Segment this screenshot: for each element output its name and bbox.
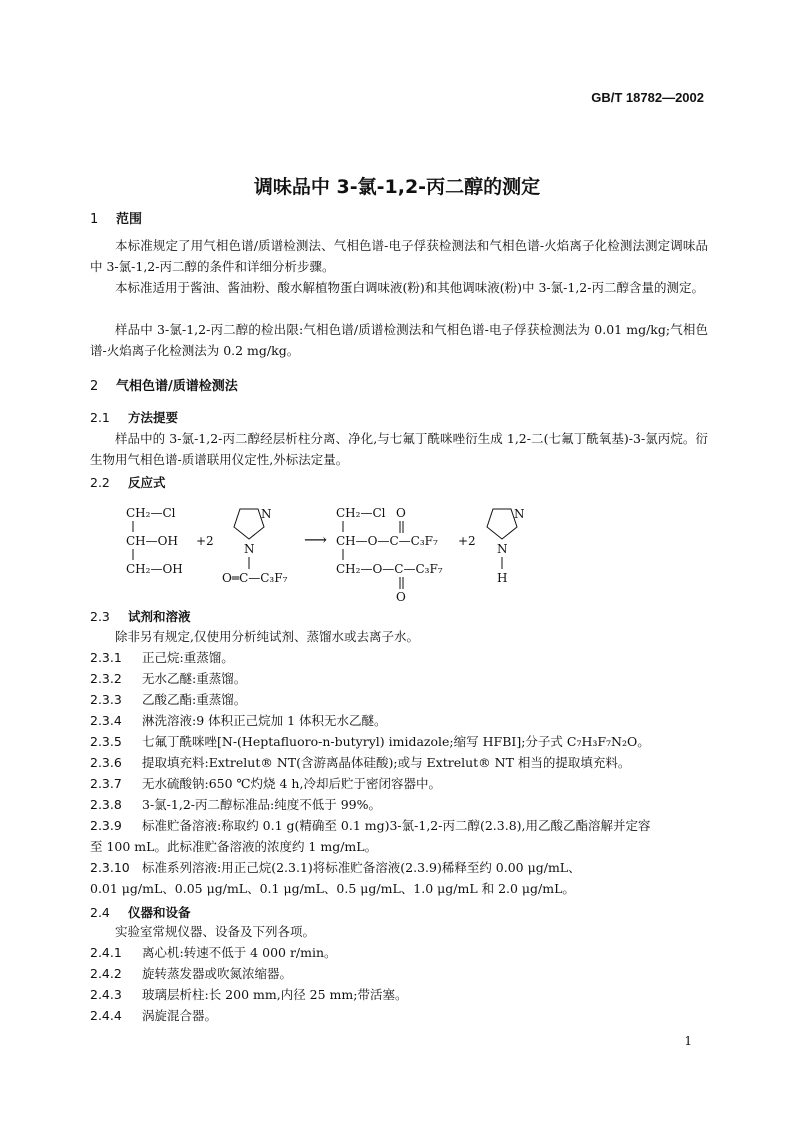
section-heading — [90, 375, 238, 394]
subsection-number: 2.3 — [90, 609, 110, 624]
list-item: 2.3.5 七氟丁酰咪唑[N-(Heptafluoro-n-butyryl) imidazole;缩写 HFBI];分子式 C₇H₃F₇N₂O。 — [90, 734, 650, 749]
section-title: 气相色谱/质谱检测法 — [116, 379, 238, 394]
subsection-heading — [90, 473, 166, 491]
ring-h: H — [497, 571, 508, 585]
list-item: 2.3.4 淋洗溶液:9 体积正己烷加 1 体积无水乙醚。 — [90, 713, 387, 728]
product-ch-ester: CH—O—C—C₃F₇ — [336, 534, 438, 548]
subsection-number: 2.2 — [90, 475, 110, 490]
plus-two: +2 — [196, 534, 214, 548]
document-title: 调味品中 3-氯-1,2-丙二醇的测定 — [253, 176, 541, 198]
list-item: 2.3.2 无水乙醚:重蒸馏。 — [90, 671, 247, 686]
reaction-arrow: ⟶ — [304, 530, 327, 549]
section-heading — [90, 208, 142, 227]
list-item: 2.3.8 3-氯-1,2-丙二醇标准品:纯度不低于 99%。 — [90, 797, 381, 812]
product-carbonyl-o: O — [396, 506, 406, 520]
subsection-number: 2.1 — [90, 410, 110, 425]
reactant-choh: CH—OH — [126, 534, 178, 548]
subsection-number: 2.4 — [90, 905, 110, 920]
list-item: 2.3.10 标准系列溶液:用正己烷(2.3.1)将标准贮备溶液(2.3.9)稀释至约 0.00 μg/mL、 — [90, 860, 581, 875]
acyl-group: O═C—C₃F₇ — [222, 571, 288, 585]
paragraph: 本标准规定了用气相色谱/质谱检测法、气相色谱-电子俘获检测法和气相色谱-火焰离子化检测法测定调味品中 3-氯-1,2-丙二醇的条件和详细分析步骤。 — [90, 238, 708, 274]
imidazole-ring — [487, 509, 517, 539]
list-item: 2.4.1 离心机:转速不低于 4 000 r/min。 — [90, 945, 337, 960]
subsection-heading — [90, 903, 191, 921]
ring-n-bottom: N — [244, 542, 255, 556]
subsection-title: 反应式 — [128, 475, 166, 490]
ring-n-top: N — [261, 507, 272, 521]
list-item: 2.3.3 乙酸乙酯:重蒸馏。 — [90, 692, 247, 707]
section-number: 2 — [90, 379, 99, 394]
subsection-heading — [90, 408, 178, 426]
plus-two: +2 — [458, 534, 476, 548]
paragraph: 样品中的 3-氯-1,2-丙二醇经层析柱分离、净化,与七氟丁酰咪唑衍生成 1,2-二(七氟丁酰氧基)-3-氯丙烷。衍生物用气相色谱-质谱联用仪定性,外标法定量。 — [90, 431, 708, 467]
product-ch2-ester: CH₂—O—C—C₃F₇ — [336, 562, 443, 576]
list-item: 2.3.6 提取填充料:Extrelut® NT(含游离晶体硅酸);或与 Extrelut® NT 相当的提取填充料。 — [90, 755, 631, 770]
list-item: 2.3.9 标准贮备溶液:称取约 0.1 g(精确至 0.1 mg)3-氯-1,2-丙二醇(2.3.8),用乙酸乙酯溶解并定容 — [90, 818, 651, 833]
paragraph: 本标准适用于酱油、酱油粉、酸水解植物蛋白调味液(粉)和其他调味液(粉)中 3-氯-1,2-丙二醇含量的测定。 — [115, 280, 704, 295]
list-item-continuation: 至 100 mL。此标准贮备溶液的浓度约 1 mg/mL。 — [90, 839, 378, 854]
standard-code: GB/T 18782—2002 — [591, 90, 704, 105]
reactant-ch2oh: CH₂—OH — [126, 562, 183, 576]
list-item: 2.4.3 玻璃层析柱:长 200 mm,内径 25 mm;带活塞。 — [90, 987, 408, 1002]
list-item: 2.4.2 旋转蒸发器或吹氮浓缩器。 — [90, 966, 293, 981]
product-carbonyl-o: O — [396, 590, 406, 604]
paragraph: 样品中 3-氯-1,2-丙二醇的检出限:气相色谱/质谱检测法和气相色谱-电子俘获检测法为 0.01 mg/kg;气相色谱-火焰离子化检测法为 0.2 mg/kg。 — [90, 322, 708, 358]
subsection-title: 仪器和设备 — [128, 905, 191, 920]
product-ch2cl: CH₂—Cl — [336, 506, 386, 520]
paragraph: 实验室常规仪器、设备及下列各项。 — [115, 924, 316, 939]
subsection-title: 试剂和溶液 — [128, 609, 191, 624]
list-item: 2.3.7 无水硫酸钠:650 ℃灼烧 4 h,冷却后贮于密闭容器中。 — [90, 776, 441, 791]
section-title: 范围 — [116, 212, 143, 227]
ring-n-top: N — [514, 507, 525, 521]
imidazole-ring — [234, 509, 264, 539]
list-item: 2.4.4 涡旋混合器。 — [90, 1008, 218, 1023]
reaction-scheme — [110, 495, 550, 607]
section-number: 1 — [90, 212, 99, 227]
list-item: 2.3.1 正己烷:重蒸馏。 — [90, 650, 234, 665]
paragraph: 除非另有规定,仅使用分析纯试剂、蒸馏水或去离子水。 — [115, 629, 419, 644]
list-item-continuation: 0.01 μg/mL、0.05 μg/mL、0.1 μg/mL、0.5 μg/mL、1.0 μg/mL 和 2.0 μg/mL。 — [90, 881, 575, 896]
ring-n-bottom: N — [497, 542, 508, 556]
subsection-title: 方法提要 — [128, 410, 179, 425]
page-number: 1 — [684, 1034, 692, 1048]
subsection-heading — [90, 607, 191, 625]
reactant-ch2cl: CH₂—Cl — [126, 506, 176, 520]
